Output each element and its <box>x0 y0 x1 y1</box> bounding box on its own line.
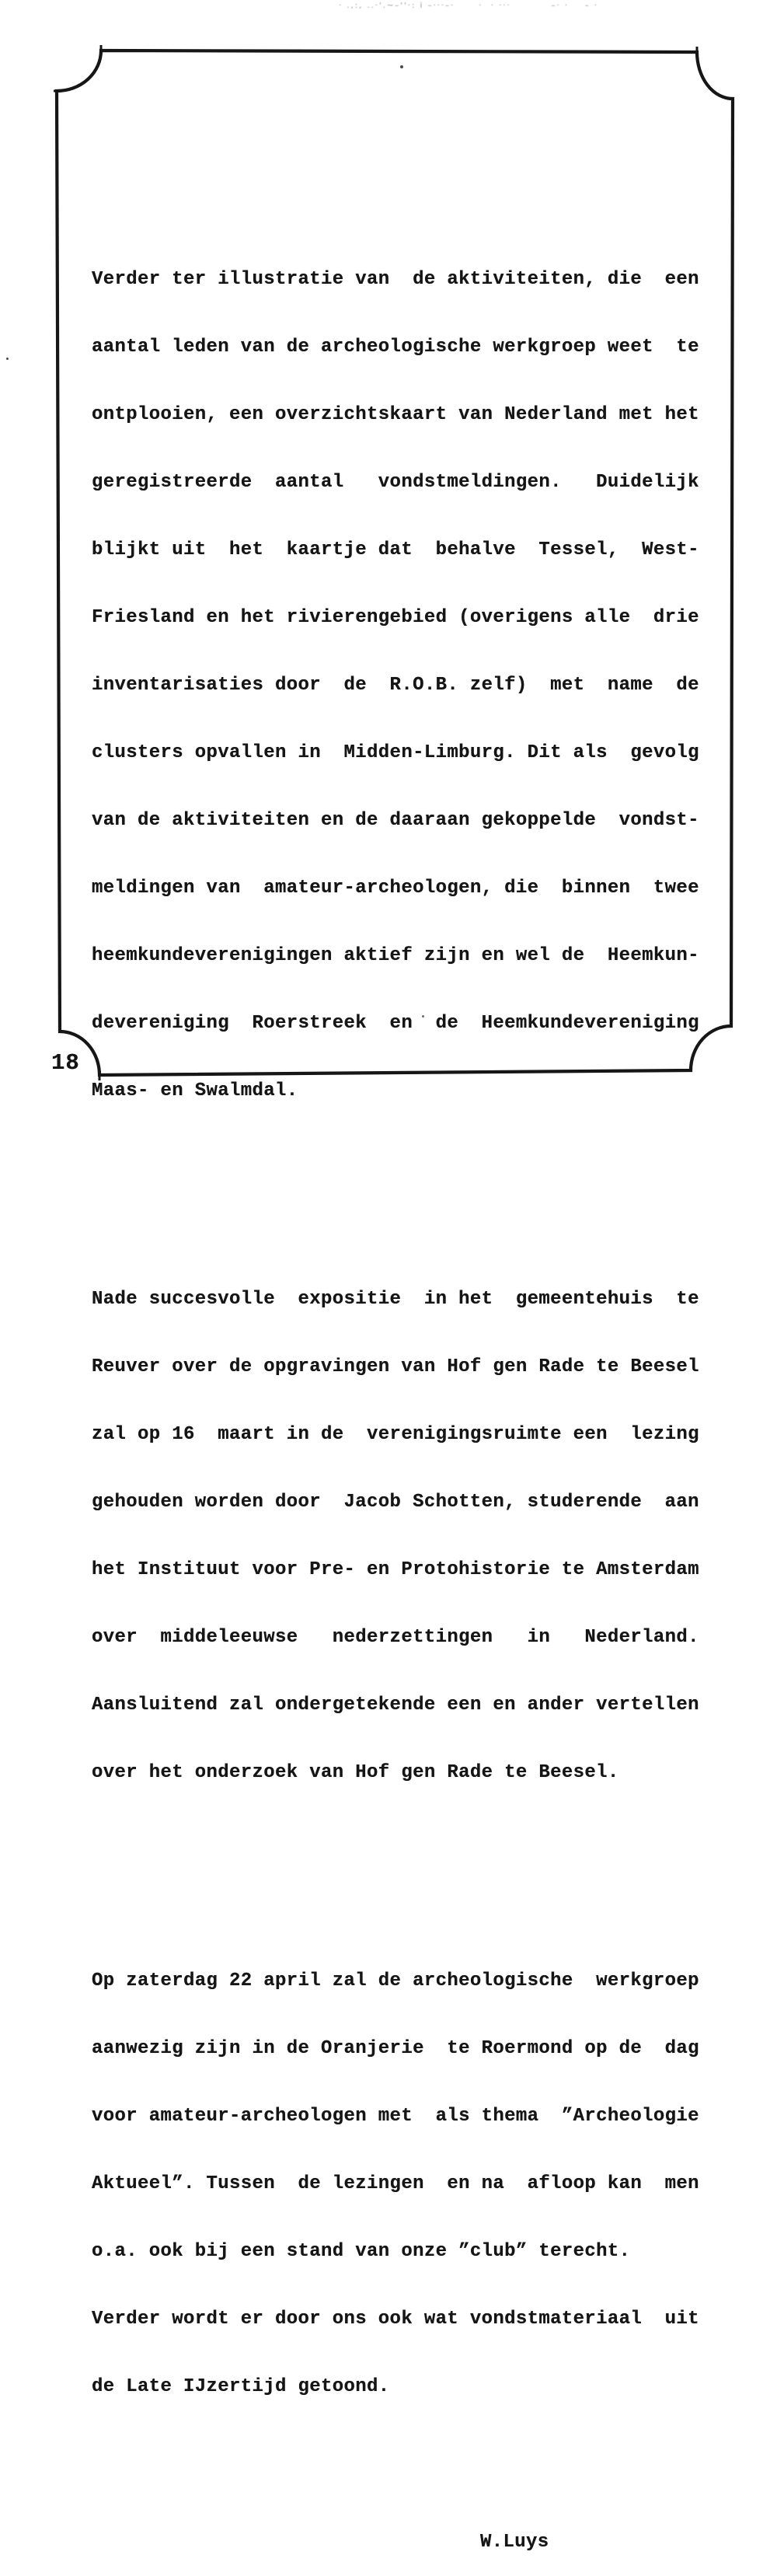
text-line: aanwezig zijn in de Oranjerie te Roermond op de dag <box>92 2038 699 2059</box>
text-line: Op zaterdag 22 april zal de archeologische werkgroep <box>92 1970 699 1991</box>
text-line: clusters opvallen in Midden-Limburg. Dit als gevolg <box>92 742 699 763</box>
page-number: 18 <box>51 1050 80 1076</box>
text-line: over middeleeuwse nederzettingen in Nederland. <box>92 1627 699 1648</box>
text-line: Aansluitend zal ondergetekende een en ander vertellen <box>92 1695 699 1716</box>
text-line: o.a. ook bij een stand van onze ”club” terecht. <box>92 2241 631 2262</box>
text-line: Verder wordt er door ons ook wat vondstmateriaal uit <box>92 2309 699 2330</box>
text-line: Friesland en het rivierengebied (overigens alle drie <box>92 607 699 628</box>
text-line: Nade succesvolle expositie in het gemeentehuis te <box>92 1289 699 1310</box>
text-line: heemkundeverenigingen aktief zijn en wel de Heemkun- <box>92 945 699 966</box>
scan-smudge-text: · .,:, ..·'.~–''·: i –···–· · · ··· –· · – · <box>339 2 599 10</box>
text-line: Reuver over de opgravingen van Hof gen Rade te Beesel <box>92 1356 699 1377</box>
text-line: devereniging Roerstreek en de Heemkundevereniging <box>92 1013 699 1034</box>
scan-speck <box>400 65 403 68</box>
text-line: aantal leden van de archeologische werkgroep weet te <box>92 337 699 358</box>
text-line: het Instituut voor Pre- en Protohistorie te Amsterdam <box>92 1559 699 1580</box>
typewritten-text-block <box>92 155 713 2576</box>
paragraph-3 <box>92 1925 713 2443</box>
text-line: blijkt uit het kaartje dat behalve Tessel, West- <box>92 539 699 560</box>
text-line: meldingen van amateur-archeologen, die binnen twee <box>92 878 699 899</box>
scan-speck <box>6 358 9 360</box>
paragraph-2 <box>92 1243 713 1829</box>
text-line: de Late IJzertijd getoond. <box>92 2376 390 2397</box>
text-line: van de aktiviteiten en de daaraan gekoppelde vondst- <box>92 810 699 831</box>
text-line: zal op 16 maart in de verenigingsruimte een lezing <box>92 1424 699 1445</box>
text-line: geregistreerde aantal vondstmeldingen. Duidelijk <box>92 472 699 493</box>
text-line: gehouden worden door Jacob Schotten, studerende aan <box>92 1492 699 1513</box>
paragraph-1 <box>92 223 713 1147</box>
text-line: Aktueel”. Tussen de lezingen en na afloop kan men <box>92 2173 699 2194</box>
text-line: Maas- en Swalmdal. <box>92 1080 298 1101</box>
author-signature: W.Luys <box>480 2532 549 2553</box>
text-line: Verder ter illustratie van de aktiviteiten, die een <box>92 269 699 290</box>
text-line: over het onderzoek van Hof gen Rade te Beesel. <box>92 1762 619 1783</box>
text-line: ontplooien, een overzichtskaart van Nederland met het <box>92 404 699 425</box>
text-line: inventarisaties door de R.O.B. zelf) met name de <box>92 675 699 696</box>
text-line: voor amateur-archeologen met als thema ”Archeologie <box>92 2106 699 2127</box>
